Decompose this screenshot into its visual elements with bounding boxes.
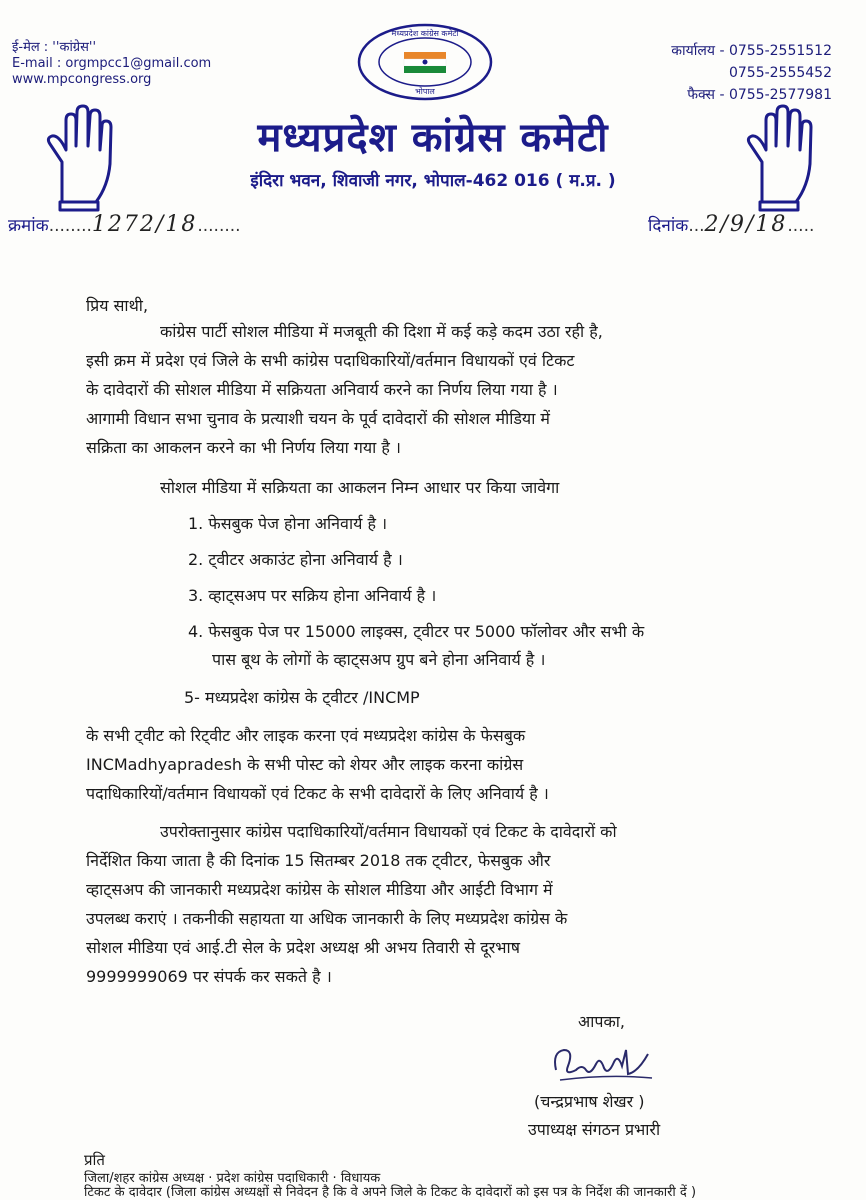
office-phone: - 0755-2551512	[719, 43, 832, 59]
recipient-line: इस पत्र के निर्देश की जानकारी दें )	[533, 1185, 697, 1200]
signatory-title: उपाध्यक्ष संगठन प्रभारी	[528, 1120, 661, 1139]
para2-line: पदाधिकारियों/वर्तमान विधायकों एवं टिकट के सभी दावेदारों के लिए अनिवार्य है ।	[86, 784, 549, 803]
criteria-item: 5- मध्यप्रदेश कांग्रेस के ट्वीटर /INCMP	[184, 688, 420, 707]
email-address: E-mail : orgmpcc1@gmail.com	[12, 56, 212, 71]
criteria-item: 2. ट्वीटर अकाउंट होना अनिवार्य है ।	[188, 550, 403, 569]
criteria-item: 4. फेसबुक पेज पर 15000 लाइक्स, ट्वीटर पर 5000 फॉलोवर और सभी के	[188, 622, 645, 641]
website: www.mpcongress.org	[12, 72, 152, 87]
para1-line: के दावेदारों की सोशल मीडिया में सक्रियता अनिवार्य करने का निर्णय लिया गया है ।	[86, 380, 558, 399]
fax-number: - 0755-2577981	[719, 87, 832, 103]
fax-label: फैक्स	[687, 87, 715, 103]
date-row: दिनांक...2/9/18.....	[648, 212, 815, 237]
para3-line: निर्देशित किया जाता है की दिनांक 15 सितम्बर 2018 तक ट्वीटर, फेसबुक और	[86, 851, 551, 870]
para1-line: आगामी विधान सभा चुनाव के प्रत्याशी चयन के पूर्व दावेदारों की सोशल मीडिया में	[86, 409, 550, 428]
para1-line: कांग्रेस पार्टी सोशल मीडिया में मजबूती की दिशा में कई कड़े कदम उठा रही है,	[160, 322, 603, 341]
handwritten-signature	[548, 1040, 658, 1086]
salutation: प्रिय साथी,	[86, 296, 149, 315]
para3-line: उपलब्ध कराएं । तकनीकी सहायता या अधिक जानकारी के लिए मध्यप्रदेश कांग्रेस के	[86, 909, 568, 928]
signatory-name: (चन्द्रप्रभाष शेखर )	[534, 1092, 645, 1111]
recipients-list: जिला/शहर कांग्रेस अध्यक्ष · प्रदेश कांग्रेस पदाधिकारी · विधायक टिकट के दावेदार (जिला कांग्रेस अध्यक्षों से निवेदन है कि वे अपने जिले के टिकट के दावेदारों को इस पत्र के निर्देश की जानकारी दें )	[84, 1171, 697, 1200]
para3-line: सोशल मीडिया एवं आई.टी सेल के प्रदेश अध्यक्ष श्री अभय तिवारी से दूरभाष	[86, 938, 520, 957]
recipients-label: प्रति	[84, 1151, 105, 1169]
organization-address: इंदिरा भवन, शिवाजी नगर, भोपाल-462 016 ( म.प्र. )	[250, 171, 616, 191]
congress-seal-logo	[356, 22, 494, 102]
recipient-line: जिला/शहर कांग्रेस अध्यक्ष	[84, 1171, 205, 1186]
date-value: 2/9/18	[704, 212, 788, 237]
criteria-item-continued: पास बूथ के लोगों के व्हाट्सअप ग्रुप बने होना अनिवार्य है ।	[212, 650, 546, 669]
reference-number-row: क्रमांक........1272/18........	[8, 212, 241, 237]
office-label: कार्यालय	[671, 43, 715, 59]
para3-line: 9999999069 पर संपर्क कर सकते है ।	[86, 967, 332, 986]
para3-line: उपरोक्तानुसार कांग्रेस पदाधिकारियों/वर्तमान विधायकों एवं टिकट के दावेदारों को	[160, 822, 617, 841]
contact-left	[12, 40, 211, 88]
closing: आपका,	[578, 1012, 625, 1031]
criteria-item: 1. फेसबुक पेज होना अनिवार्य है ।	[188, 514, 388, 533]
date-label: दिनांक	[648, 216, 689, 236]
recipient-line: प्रदेश कांग्रेस पदाधिकारी	[216, 1171, 329, 1186]
contact-right	[671, 40, 832, 106]
para1-line: इसी क्रम में प्रदेश एवं जिले के सभी कांग्रेस पदाधिकारियों/वर्तमान विधायकों एवं टिकट	[86, 351, 575, 370]
seal-text-bottom: भोपाल	[415, 87, 435, 96]
recipient-line: विधायक	[340, 1171, 381, 1186]
recipient-line: टिकट के दावेदार (जिला कांग्रेस अध्यक्षों से निवेदन है कि वे अपने जिले के टिकट के दावेदारों को	[84, 1185, 530, 1200]
para2-line: के सभी ट्वीट को रिट्वीट और लाइक करना एवं मध्यप्रदेश कांग्रेस के फेसबुक	[86, 726, 526, 745]
criteria-item: 3. व्हाट्सअप पर सक्रिय होना अनिवार्य है ।	[188, 586, 437, 605]
reference-label: क्रमांक	[8, 216, 49, 236]
organization-name: मध्यप्रदेश कांग्रेस कमेटी	[257, 115, 609, 161]
seal-text-top: मध्यप्रदेश कांग्रेस कमेटी	[391, 29, 459, 38]
criteria-intro: सोशल मीडिया में सक्रियता का आकलन निम्न आधार पर किया जावेगा	[160, 478, 560, 497]
email-hindi: ई-मेल : ''कांग्रेस''	[12, 40, 97, 55]
para1-line: सक्रिता का आकलन करने का भी निर्णय लिया गया है ।	[86, 438, 401, 457]
office-phone-2: 0755-2555452	[728, 65, 832, 81]
para2-line: INCMadhyapradesh के सभी पोस्ट को शेयर और लाइक करना कांग्रेस	[86, 755, 524, 774]
para3-line: व्हाट्सअप की जानकारी मध्यप्रदेश कांग्रेस के सोशल मीडिया और आईटी विभाग में	[86, 880, 553, 899]
reference-number: 1272/18	[91, 212, 198, 237]
